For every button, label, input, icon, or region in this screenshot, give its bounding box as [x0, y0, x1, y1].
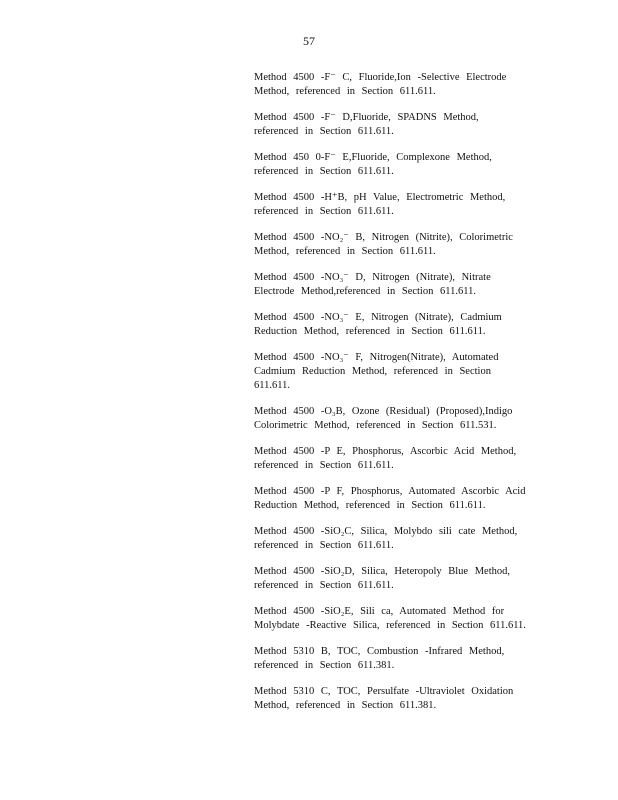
entry-line: referenced in Section 611.381. — [254, 660, 395, 671]
entry-line: Method, referenced in Section 611.611. — [254, 86, 436, 97]
list-item — [254, 71, 534, 99]
list-item — [254, 605, 534, 633]
entry-line: referenced in Section 611.611. — [254, 206, 394, 217]
entry-line: Method 4500 -H⁺B, pH Value, Electrometric Method, — [254, 192, 506, 203]
entry-line: Method 4500 -O₃B, Ozone (Residual) (Proposed),Indigo — [254, 406, 513, 417]
entry-line: referenced in Section 611.611. — [254, 580, 394, 591]
list-item — [254, 525, 534, 553]
entry-line: Reduction Method, referenced in Section 611.611. — [254, 500, 486, 511]
entry-line: Method 5310 C, TOC, Persulfate -Ultraviolet Oxidation — [254, 686, 514, 697]
list-item — [254, 565, 534, 593]
list-item — [254, 311, 534, 339]
entry-line: Method 4500 -SiO₂C, Silica, Molybdo sili cate Method, — [254, 526, 518, 537]
entry-line: Method 4500 -NO₃⁻ F, Nitrogen(Nitrate), Automated — [254, 352, 499, 363]
list-item — [254, 685, 534, 713]
entry-line: Cadmium Reduction Method, referenced in Section — [254, 366, 491, 377]
entry-line: Method 4500 -F⁻ C, Fluoride,Ion -Selective Electrode — [254, 72, 507, 83]
list-item — [254, 111, 534, 139]
entry-line: referenced in Section 611.611. — [254, 540, 394, 551]
entry-line: 611.611. — [254, 380, 290, 391]
method-reference-list — [254, 71, 534, 725]
list-item — [254, 645, 534, 673]
entry-line: referenced in Section 611.611. — [254, 126, 394, 137]
list-item — [254, 351, 534, 393]
entry-line: Method 4500 -P F, Phosphorus, Automated Ascorbic Acid — [254, 486, 526, 497]
list-item — [254, 485, 534, 513]
entry-line: Colorimetric Method, referenced in Section 611.531. — [254, 420, 497, 431]
entry-line: Method 450 0-F⁻ E,Fluoride, Complexone Method, — [254, 152, 492, 163]
list-item — [254, 271, 534, 299]
entry-line: Reduction Method, referenced in Section 611.611. — [254, 326, 486, 337]
entry-line: Method 4500 -SiO₂D, Silica, Heteropoly Blue Method, — [254, 566, 511, 577]
list-item — [254, 405, 534, 433]
entry-line: Method, referenced in Section 611.611. — [254, 246, 436, 257]
entry-line: Method 4500 -SiO₂E, Sili ca, Automated Method for — [254, 606, 505, 617]
entry-line: Molybdate -Reactive Silica, referenced in Section 611.611. — [254, 620, 526, 631]
entry-line: Method, referenced in Section 611.381. — [254, 700, 437, 711]
entry-line: Method 4500 -P E, Phosphorus, Ascorbic Acid Method, — [254, 446, 517, 457]
entry-line: Electrode Method,referenced in Section 611.611. — [254, 286, 476, 297]
entry-line: Method 4500 -F⁻ D,Fluoride, SPADNS Method, — [254, 112, 479, 123]
list-item — [254, 231, 534, 259]
entry-line: Method 5310 B, TOC, Combustion -Infrared Method, — [254, 646, 505, 657]
entry-line: referenced in Section 611.611. — [254, 460, 394, 471]
page-number: 57 — [303, 34, 315, 48]
list-item — [254, 445, 534, 473]
list-item — [254, 191, 534, 219]
entry-line: referenced in Section 611.611. — [254, 166, 394, 177]
entry-line: Method 4500 -NO₂⁻ B, Nitrogen (Nitrite), Colorimetric — [254, 232, 513, 243]
entry-line: Method 4500 -NO₃⁻ E, Nitrogen (Nitrate), Cadmium — [254, 312, 502, 323]
list-item — [254, 151, 534, 179]
entry-line: Method 4500 -NO₃⁻ D, Nitrogen (Nitrate), Nitrate — [254, 272, 491, 283]
